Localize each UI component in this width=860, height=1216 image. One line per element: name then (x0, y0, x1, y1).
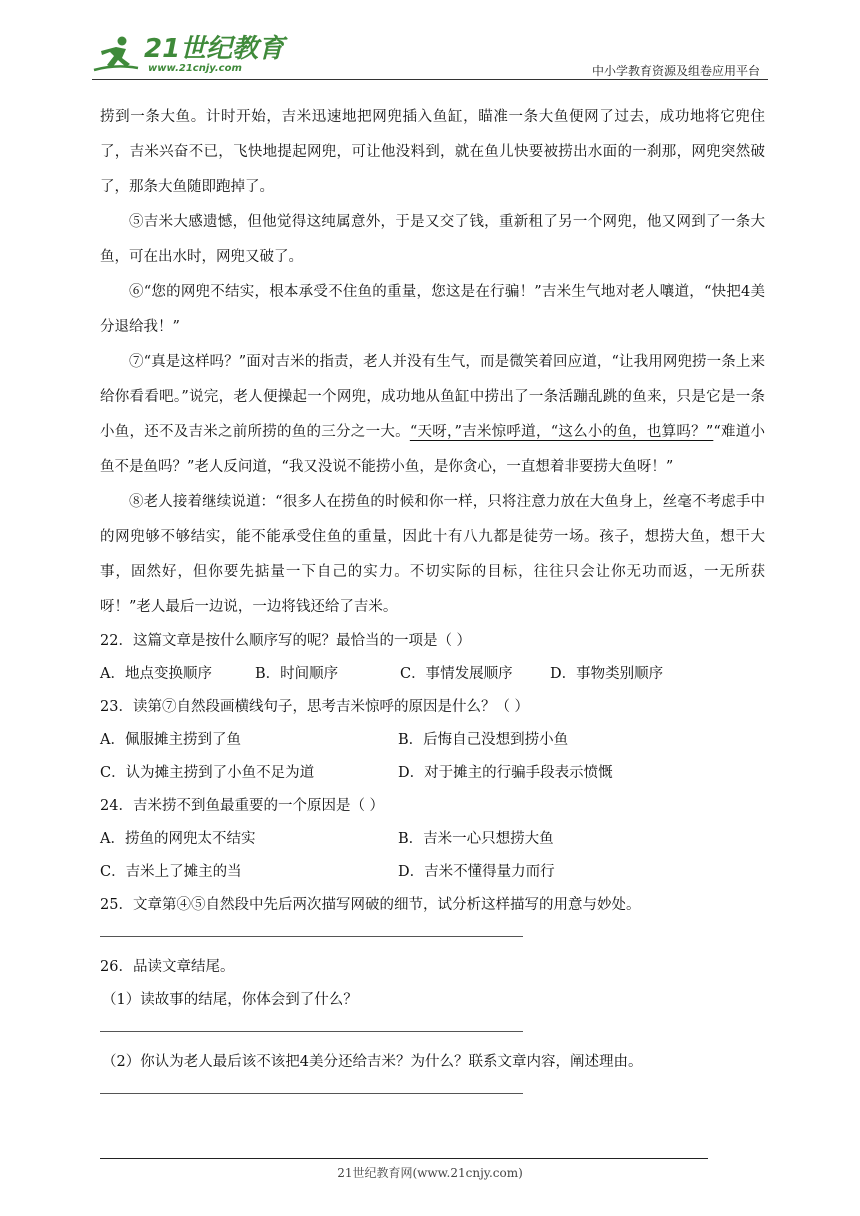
option-d: D．吉米不懂得量力而行 (398, 864, 555, 880)
header-divider (92, 79, 768, 80)
option-c: C．事情发展顺序 (400, 666, 513, 682)
question-22: 22．这篇文章是按什么顺序写的呢？最恰当的一项是（ ） (100, 633, 472, 649)
logo-title: 21世纪教育 (144, 33, 285, 64)
option-c: C．认为摊主捞到了小鱼不足为道 (100, 765, 315, 781)
option-b: B．时间顺序 (255, 666, 339, 682)
paragraph-8: ⑧老人接着继续说道：“很多人在捞鱼的时候和你一样，只将注意力放在大鱼身上，丝毫不考虑手中的网兜够不够结实，能不能承受住鱼的重量，因此十有八九都是徒劳一场。孩子，想捞大鱼，想干大事，固然好，但你要先掂量一下自己的实力。不切实际的目标，往往只会让你无功而返，一无所获呀！”老人最后一边说，一边将钱还给了吉米。 (100, 494, 765, 615)
question-26-sub2: （2）你认为老人最后该不该把4美分还给吉米？为什么？联系文章内容，阐述理由。 (102, 1054, 643, 1070)
question-23: 23．读第⑦自然段画横线句子，思考吉米惊呼的原因是什么？（ ） (100, 699, 530, 715)
question-25: 25．文章第④⑤自然段中先后两次描写网破的细节，试分析这样描写的用意与妙处。 (100, 897, 641, 913)
paragraph-4-continued: 捞到一条大鱼。计时开始，吉米迅速地把网兜插入鱼缸，瞄准一条大鱼便网了过去，成功地将它兜住了，吉米兴奋不已，飞快地提起网兜，可让他没料到，就在鱼儿快要被捞出水面的一刹那，网兜突然破了，那条大鱼随即跑掉了。 (100, 109, 765, 195)
answer-line-25[interactable] (100, 936, 523, 937)
paragraph-6: ⑥“您的网兜不结实，根本承受不住鱼的重量，您这是在行骗！”吉米生气地对老人嚷道，“快把4美分退给我！” (100, 284, 765, 335)
platform-title: 中小学教育资源及组卷应用平台 (591, 64, 760, 78)
underlined-sentence: “天呀，”吉米惊呼道，“这么小的鱼，也算吗？” (409, 424, 714, 440)
paragraph-7-text: ⑦“真是这样吗？”面对吉米的指责，老人并没有生气，而是微笑着回应道，“让我用网兜捞一条上来给你看看吧。”说完，老人便操起一个网兜，成功地从鱼缸中捞出了一条活蹦乱跳的鱼来，只是它是一条小鱼，还不及吉米之前所捞的鱼的三分之一大。 (100, 354, 765, 440)
question-22-options (100, 658, 765, 691)
option-d: D．事物类别顺序 (550, 666, 664, 682)
footer-divider (100, 1158, 708, 1159)
question-26-sub1: （1）读故事的结尾，你体会到了什么？ (102, 992, 358, 1008)
page-header (92, 30, 768, 80)
option-d: D．对于摊主的行骗手段表示愤慨 (398, 765, 613, 781)
answer-line-26-2[interactable] (100, 1093, 523, 1094)
option-a: A．佩服摊主捞到了鱼 (100, 732, 241, 748)
runner-logo-icon (92, 34, 140, 74)
paragraph-5: ⑤吉米大感遗憾，但他觉得这纯属意外，于是又交了钱，重新租了另一个网兜，他又网到了一条大鱼，可在出水时，网兜又破了。 (100, 214, 765, 265)
answer-line-26-1[interactable] (100, 1031, 523, 1032)
question-23-options-row2 (100, 757, 765, 790)
option-c: C．吉米上了摊主的当 (100, 864, 242, 880)
option-a: A．捞鱼的网兜太不结实 (100, 831, 256, 847)
paragraph-7-text-end: “难道小鱼不是鱼吗？”老人反问道，“我又没说不能捞小鱼，是你贪心，一直想着非要捞大鱼呀！” (100, 424, 765, 475)
question-24: 24．吉米捞不到鱼最重要的一个原因是（ ） (100, 798, 385, 814)
option-b: B．吉米一心只想捞大鱼 (398, 831, 554, 847)
page-footer: 21世纪教育网(www.21cnjy.com) (337, 1166, 523, 1180)
paragraph-7 (100, 345, 765, 485)
question-24-options-row1 (100, 823, 765, 856)
option-b: B．后悔自己没想到捞小鱼 (398, 732, 569, 748)
option-a: A．地点变换顺序 (100, 666, 212, 682)
question-24-options-row2 (100, 856, 765, 889)
site-logo (92, 34, 284, 74)
logo-url: www.21cnjy.com (148, 62, 242, 74)
question-26: 26．品读文章结尾。 (100, 959, 235, 975)
document-body (100, 100, 765, 1108)
question-23-options-row1 (100, 724, 765, 757)
